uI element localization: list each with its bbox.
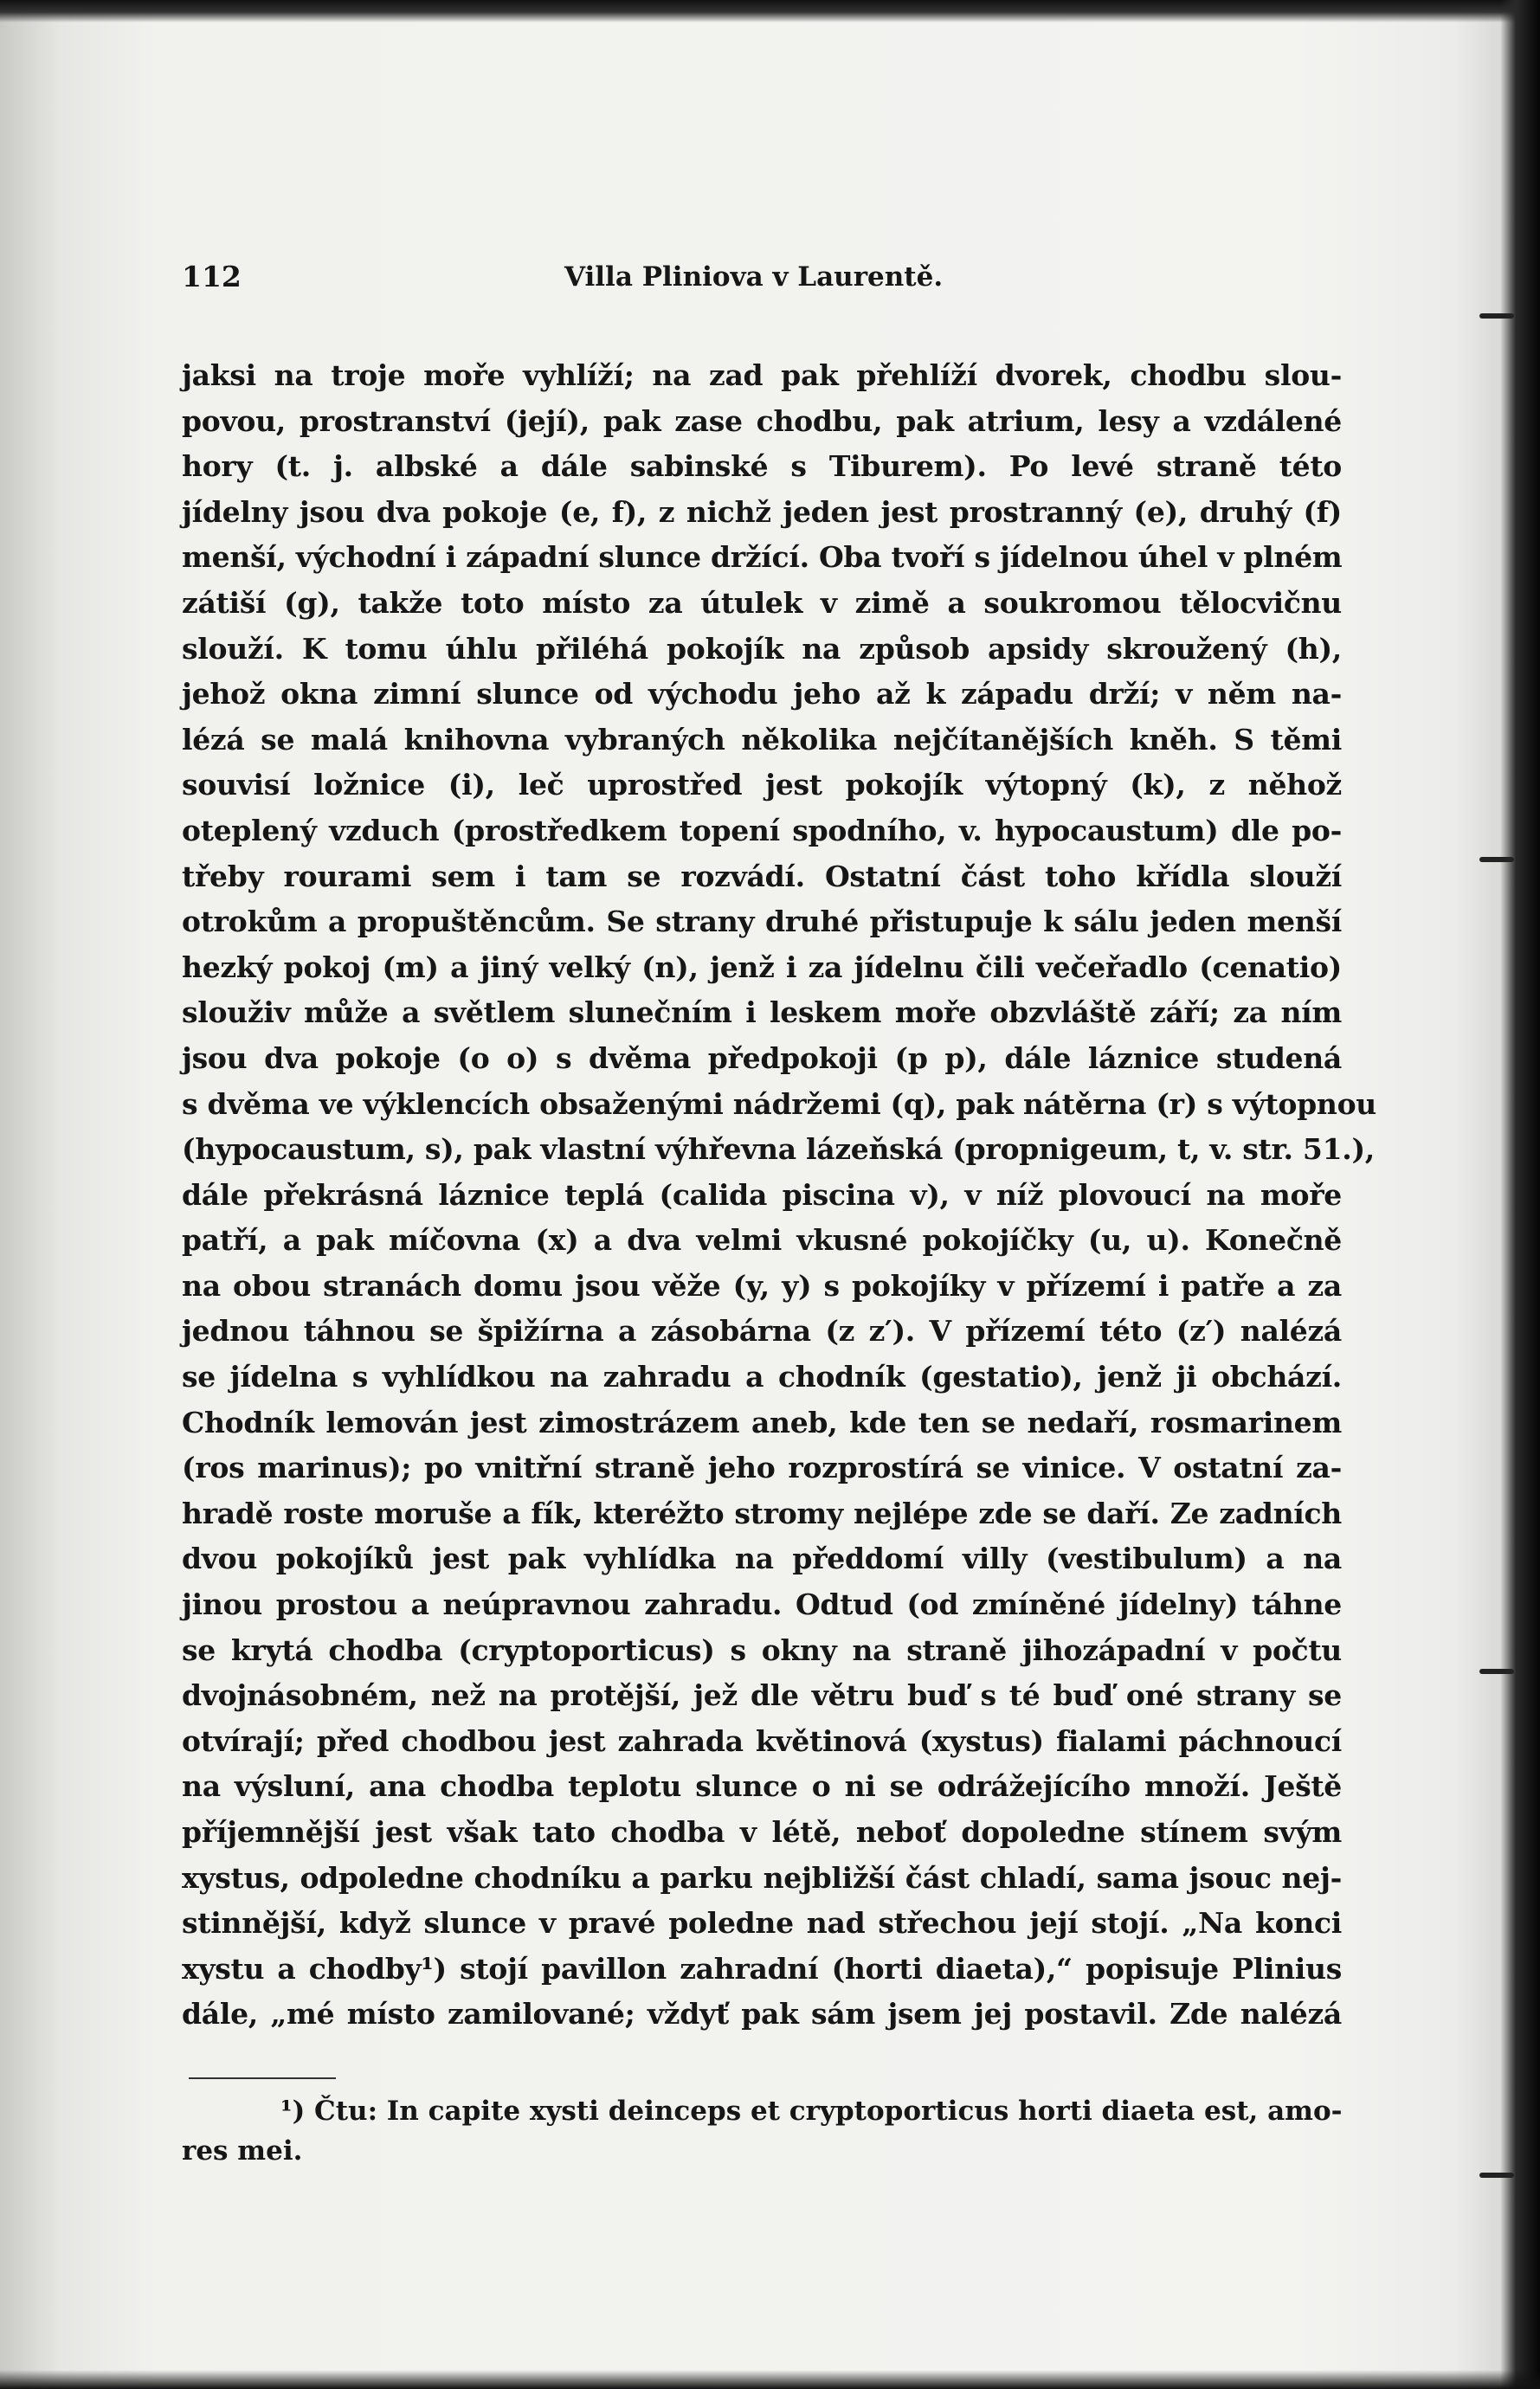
text-line: dále překrásná láznice teplá (calida piscina v), v níž plovoucí na moře (182, 1177, 1342, 1212)
text-line: dvojnásobném, než na protější, jež dle větru buď s té buď oné strany se (182, 1678, 1342, 1713)
text-line: (ros marinus); po vnitřní straně jeho rozprostírá se vinice. V ostatní za- (182, 1451, 1342, 1485)
text-line: lézá se malá knihovna vybraných několika nejčítanějších kněh. S těmi (182, 722, 1342, 757)
text-line: jednou táhnou se špižírna a zásobárna (z z′). V přízemí této (z′) nalézá (182, 1314, 1342, 1349)
text-line: zátiší (g), takže toto místo za útulek v zimě a soukromou tělocvičnu (182, 585, 1342, 620)
text-line: se krytá chodba (cryptoporticus) s okny na straně jihozápadní v počtu (182, 1632, 1342, 1667)
scan-bottom-edge (0, 2370, 1540, 2389)
text-line: hezký pokoj (m) a jiný velký (n), jenž i za jídelnu čili večeřadlo (cenatio) (182, 950, 1342, 984)
text-line: otrokům a propuštěncům. Se strany druhé přistupuje k sálu jeden menší (182, 905, 1342, 939)
margin-mark (1479, 1669, 1514, 1674)
page-number: 112 (182, 260, 242, 293)
text-line: slouží. K tomu úhlu přiléhá pokojík na způsob apsidy skroužený (h), (182, 631, 1342, 666)
text-line: s dvěma ve výklencích obsaženými nádržemi (q), pak nátěrna (r) s výtopnou (182, 1086, 1377, 1121)
footnotes (182, 2091, 1342, 2171)
text-line: jídelny jsou dva pokoje (e, f), z nichž jeden jest prostranný (e), druhý (f) (182, 494, 1342, 529)
text-line: se jídelna s vyhlídkou na zahradu a chodník (gestatio), jenž ji obchází. (182, 1360, 1342, 1394)
text-line: povou, prostranství (její), pak zase chodbu, pak atrium, lesy a vzdálené (182, 403, 1342, 438)
footnote-line: ¹) Čtu: In capite xysti deinceps et cryptoporticus horti diaeta est, amo- (280, 2095, 1343, 2127)
footnote-rule (189, 2077, 336, 2079)
scan-top-edge (0, 0, 1540, 23)
text-line: jaksi na troje moře vyhlíží; na zad pak přehlíží dvorek, chodbu slou- (182, 358, 1342, 392)
text-line: Chodník lemován jest zimostrázem aneb, kde ten se nedaří, rosmarinem (182, 1405, 1342, 1439)
text-line: oteplený vzduch (prostředkem topení spodního, v. hypocaustum) dle po- (182, 813, 1342, 847)
text-line: na výsluní, ana chodba teplotu slunce o ni se odrážejícího množí. Ještě (182, 1769, 1342, 1804)
running-title: Villa Pliniova v Laurentě. (564, 261, 944, 293)
text-line: (hypocaustum, s), pak vlastní výhřevna lázeňská (propnigeum, t, v. str. 51.), (182, 1132, 1375, 1167)
text-line: jsou dva pokoje (o o) s dvěma předpokoji (p p), dále láznice studená (182, 1040, 1342, 1075)
margin-mark (1479, 313, 1514, 319)
text-line: příjemnější jest však tato chodba v létě, neboť dopoledne stínem svým (182, 1815, 1342, 1849)
text-line: dále, „mé místo zamilované; vždyť pak sám jsem jej postavil. Zde nalézá (182, 1997, 1342, 2032)
body-text (182, 353, 1377, 2038)
text-line: jinou prostou a neúpravnou zahradu. Odtud (od zmíněné jídelny) táhne (182, 1587, 1342, 1622)
text-line: xystus, odpoledne chodníku a parku nejbližší část chladí, sama jsouc nej- (182, 1860, 1342, 1895)
text-line: dvou pokojíků jest pak vyhlídka na předdomí villy (vestibulum) a na (182, 1542, 1342, 1576)
text-line: slouživ může a světlem slunečním i leskem moře obzvláště září; za ním (182, 995, 1342, 1030)
margin-mark (1479, 2173, 1514, 2178)
text-line: souvisí ložnice (i), leč uprostřed jest pokojík výtopný (k), z něhož (182, 768, 1342, 802)
scan-right-edge (1500, 0, 1540, 2389)
text-line: menší, východní i západní slunce držící. Oba tvoří s jídelnou úhel v plném (182, 540, 1343, 575)
footnote-line: res mei. (182, 2135, 303, 2167)
text-line: patří, a pak míčovna (x) a dva velmi vkusné pokojíčky (u, u). Konečně (182, 1223, 1342, 1258)
page-header (182, 260, 1342, 308)
text-line: hradě roste moruše a fík, kteréžto stromy nejlépe zde se daří. Ze zadních (182, 1496, 1342, 1530)
text-line: třeby rourami sem i tam se rozvádí. Ostatní část toho křídla slouží (182, 859, 1342, 893)
text-line: otvírají; před chodbou jest zahrada květinová (xystus) fialami páchnoucí (182, 1723, 1342, 1758)
text-line: hory (t. j. albské a dále sabinské s Tiburem). Po levé straně této (182, 449, 1342, 484)
text-line: xystu a chodby¹) stojí pavillon zahradní (horti diaeta),“ popisuje Plinius (182, 1951, 1342, 1986)
page-content (182, 260, 1377, 2171)
text-line: na obou stranách domu jsou věže (y, y) s pokojíky v přízemí i patře a za (182, 1268, 1342, 1303)
text-line: jehož okna zimní slunce od východu jeho až k západu drží; v něm na- (182, 677, 1342, 712)
text-line: stinnější, když slunce v pravé poledne nad střechou její stojí. „Na konci (182, 1906, 1342, 1941)
margin-mark (1479, 857, 1514, 862)
